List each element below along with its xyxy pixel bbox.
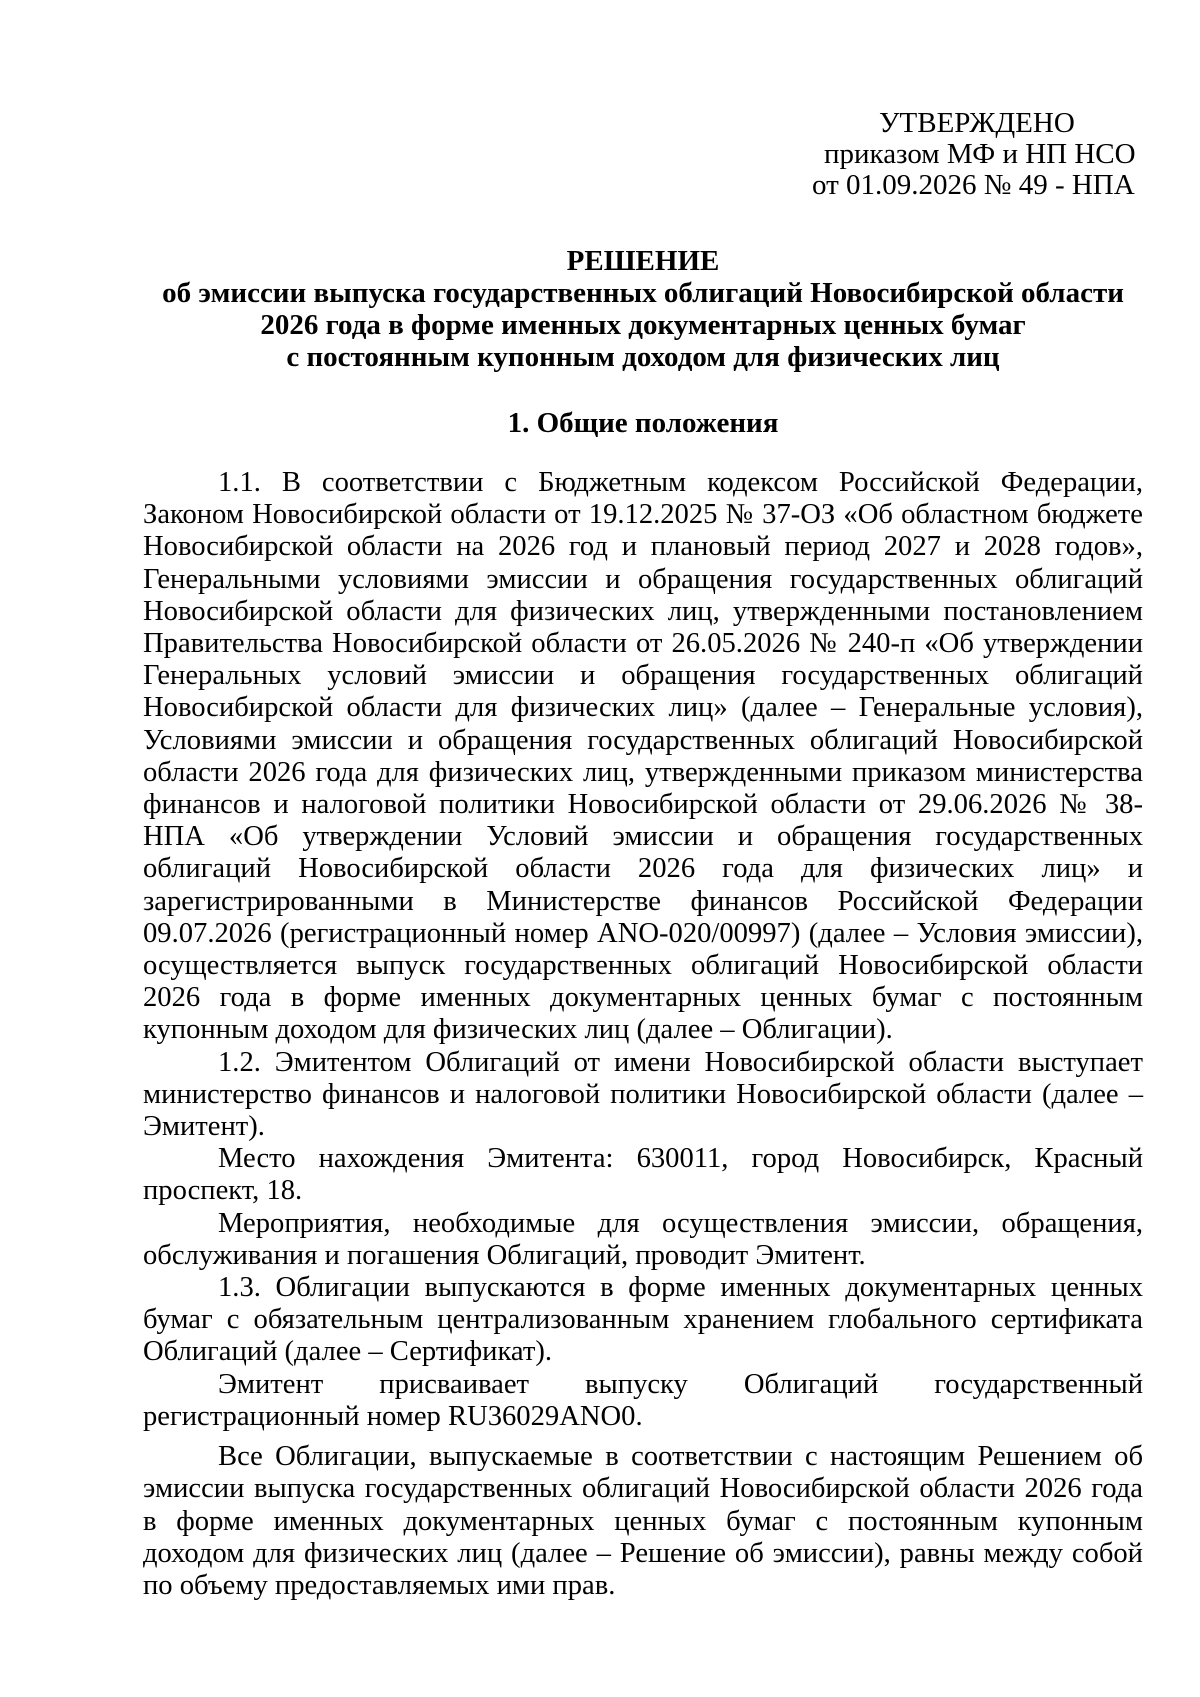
section-heading: 1. Общие положения (507, 407, 779, 439)
document-title (143, 245, 1143, 373)
section-body (143, 467, 1143, 1602)
paragraph-equal-rights: Все Облигации, выпускаемые в соответствии с настоящим Решением об эмиссии выпуска государственных облигаций Новосибирской области 2026 года в форме именных документарных ценных бумаг с постоянным купонным доходом для физических лиц (далее – Решение об эмиссии), равны между собой по объему предоставляемых ими прав. (143, 1441, 1143, 1601)
paragraph-registration-number: Эмитент присваивает выпуску Облигаций государственный регистрационный номер RU36029ANO0. (143, 1368, 1143, 1432)
paragraph-issuer-location: Место нахождения Эмитента: 630011, город Новосибирск, Красный проспект, 18. (143, 1143, 1143, 1207)
document-type: РЕШЕНИЕ (566, 245, 720, 277)
approval-stamp (600, 107, 1136, 201)
approval-order: приказом МФ и НП НСО (824, 138, 1136, 170)
document-subject-line-3: с постоянным купонным доходом для физических лиц (286, 341, 1000, 373)
approval-date-number: от 01.09.2026 № 49 - НПА (812, 169, 1135, 201)
approval-status: УТВЕРЖДЕНО (879, 107, 1075, 139)
paragraph-issuer-activities: Мероприятия, необходимые для осуществления эмиссии, обращения, обслуживания и погашения Облигаций, проводит Эмитент. (143, 1207, 1143, 1271)
paragraph-1-3: 1.3. Облигации выпускаются в форме именных документарных ценных бумаг с обязательным централизованным хранением глобального сертификата Облигаций (далее – Сертификат). (143, 1272, 1143, 1368)
paragraph-1-1: 1.1. В соответствии с Бюджетным кодексом Российской Федерации, Законом Новосибирской области от 19.12.2025 № 37-ОЗ «Об областном бюджете Новосибирской области на 2026 год и плановый период 2027 и 2028 годов», Генеральными условиями эмиссии и обращения государственных облигаций Новосибирской области для физических лиц, утвержденными постановлением Правительства Новосибирской области от 26.05.2026 № 240-п «Об утверждении Генеральных условий эмиссии и обращения государственных облигаций Новосибирской области для физических лиц» (далее – Генеральные условия), Условиями эмиссии и обращения государственных облигаций Новосибирской области 2026 года для физических лиц, утвержденными приказом министерства финансов и налоговой политики Новосибирской области от 29.06.2026 № 38-НПА «Об утверждении Условий эмиссии и обращения государственных облигаций Новосибирской области 2026 года для физических лиц» и зарегистрированными в Министерстве финансов Российской Федерации 09.07.2026 (регистрационный номер ANO-020/00997) (далее – Условия эмиссии), осуществляется выпуск государственных облигаций Новосибирской области 2026 года в форме именных документарных ценных бумаг с постоянным купонным доходом для физических лиц (далее – Облигации). (143, 467, 1143, 1046)
paragraph-1-2: 1.2. Эмитентом Облигаций от имени Новосибирской области выступает министерство финансов и налоговой политики Новосибирской области (далее – Эмитент). (143, 1046, 1143, 1143)
document-subject-line-1: об эмиссии выпуска государственных облигаций Новосибирской области (162, 277, 1124, 309)
document-subject-line-2: 2026 года в форме именных документарных ценных бумаг (260, 309, 1026, 341)
